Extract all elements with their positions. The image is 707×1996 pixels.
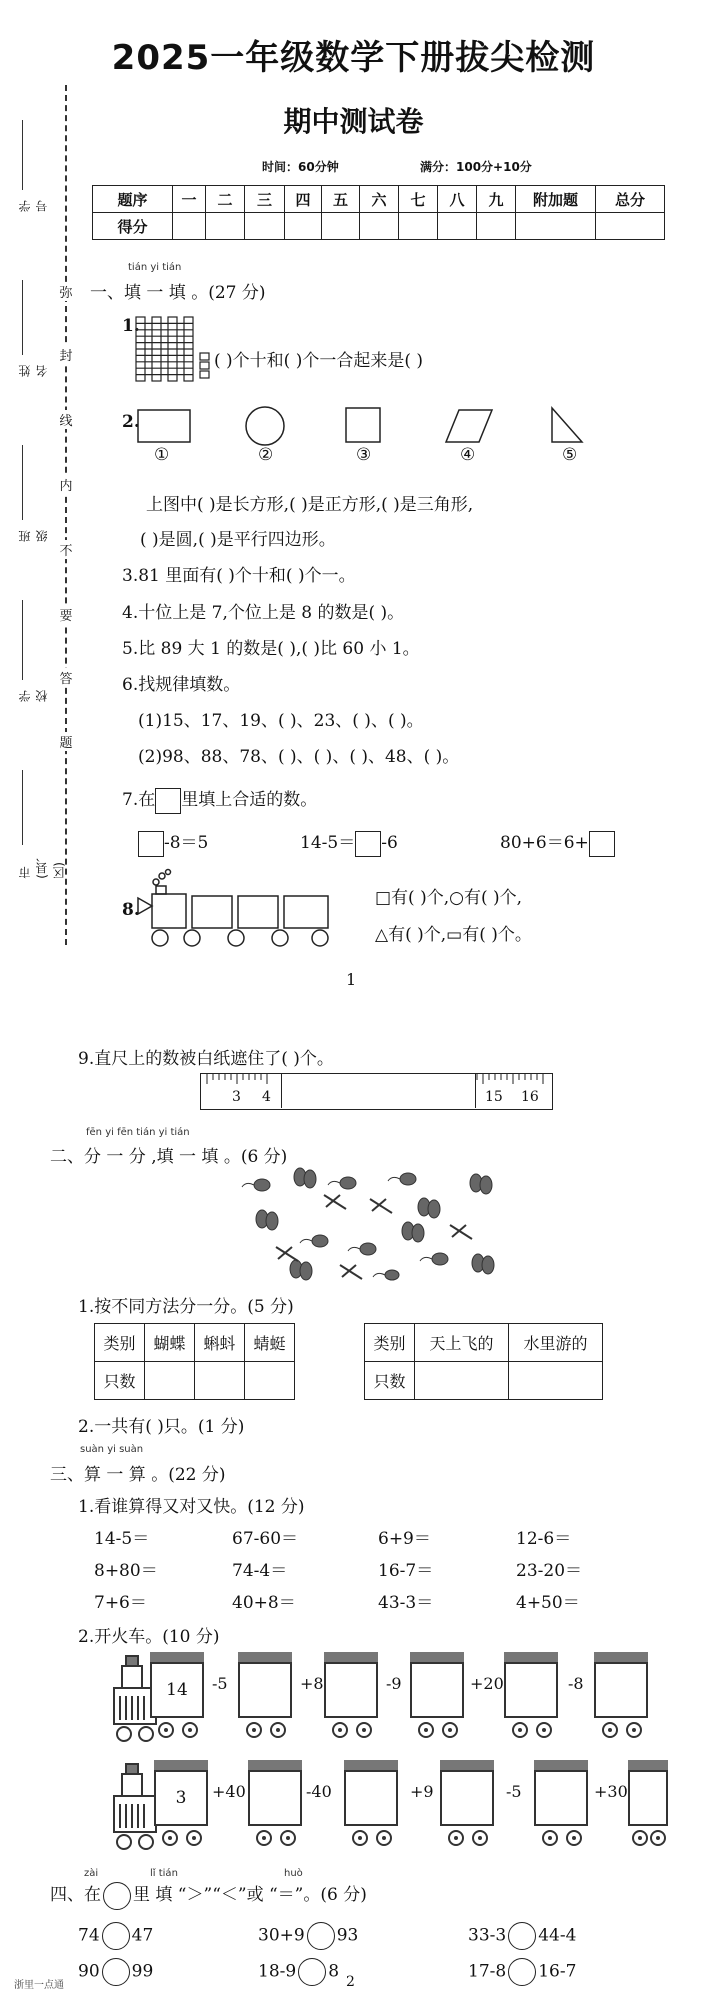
butterfly-icon — [418, 1198, 440, 1218]
seal-char: 答 — [58, 668, 74, 687]
q7-eq2-text-b: -6 — [381, 833, 398, 853]
train-car-start: 14 — [150, 1662, 204, 1718]
answer-cell[interactable] — [145, 1362, 195, 1400]
binding-label: 班级 — [18, 530, 49, 542]
calc-item: 23-20＝ — [516, 1561, 583, 1581]
train-car-answer[interactable] — [238, 1662, 292, 1718]
wheel — [632, 1830, 648, 1846]
q2-text-a: 上图中( )是长方形,( )是正方形,( )是三角形, — [146, 495, 474, 515]
compare-left: 18-9 — [258, 1961, 297, 1982]
wheel — [448, 1830, 464, 1846]
table-cell: 蝴蝶 — [145, 1324, 195, 1362]
car-roof — [238, 1652, 292, 1662]
footer-brand: 浙里一点通 — [14, 1980, 64, 1991]
table-cell: 七 — [399, 186, 438, 213]
answer-box[interactable] — [589, 831, 615, 857]
seal-char: 内 — [58, 475, 74, 494]
score-cell[interactable] — [173, 213, 206, 240]
train-op: +9 — [410, 1782, 434, 1801]
compare-left: 33-3 — [468, 1925, 507, 1946]
train-car-answer[interactable] — [440, 1770, 494, 1826]
calc-item: 40+8＝ — [232, 1593, 296, 1613]
shape-label: ① — [154, 445, 170, 465]
compare-right: 8 — [328, 1961, 340, 1982]
score-cell[interactable] — [399, 213, 438, 240]
q6a-text: (1)15、17、19、( )、23、( )、( )。 — [138, 711, 424, 731]
table-cell: 八 — [438, 186, 477, 213]
q2-text-b: ( )是圆,( )是平行四边形。 — [140, 530, 336, 550]
shapes-figure — [134, 404, 614, 466]
classify-table-species — [94, 1323, 295, 1400]
table-row — [365, 1324, 603, 1362]
score-table-header-row — [93, 186, 665, 213]
train-car-answer[interactable] — [248, 1770, 302, 1826]
triangle-shape — [138, 898, 152, 914]
car-roof — [440, 1760, 494, 1770]
wheel — [376, 1830, 392, 1846]
compare-circle[interactable] — [298, 1958, 326, 1986]
wheel — [536, 1722, 552, 1738]
section4-title-b: 里 填 “＞”“＜”或 “＝”。(6 分) — [133, 1885, 367, 1905]
shape-train-icon — [134, 868, 334, 948]
butterfly-icon — [256, 1210, 278, 1230]
section3-title: 三、算 一 算 。(22 分) — [50, 1465, 226, 1485]
tadpole-icon — [340, 1177, 356, 1189]
table-cell: 总分 — [596, 186, 665, 213]
butterfly-icon — [294, 1168, 316, 1188]
train-op: -8 — [568, 1674, 584, 1693]
wheel — [158, 1722, 174, 1738]
shape-label: ⑤ — [562, 445, 578, 465]
section3-pinyin: suàn yi suàn — [80, 1444, 144, 1455]
train-car-answer[interactable] — [504, 1662, 558, 1718]
calc-item: 7+6＝ — [94, 1593, 147, 1613]
seal-char: 线 — [58, 410, 74, 429]
s2-q1-text: 1.按不同方法分一分。(5 分) — [78, 1297, 294, 1317]
table-cell: 六 — [360, 186, 399, 213]
train-car-answer[interactable] — [628, 1770, 668, 1826]
compare-right: 99 — [131, 1961, 154, 1982]
compare-right: 93 — [336, 1925, 359, 1946]
calc-item: 14-5＝ — [94, 1529, 150, 1549]
table-cell: 蝌蚪 — [195, 1324, 245, 1362]
compare-right: 16-7 — [538, 1961, 577, 1982]
car-roof — [344, 1760, 398, 1770]
seal-char: 封 — [58, 345, 74, 364]
table-cell: 一 — [173, 186, 206, 213]
train-car-answer[interactable] — [594, 1662, 648, 1718]
answer-cell[interactable] — [415, 1362, 509, 1400]
answer-box[interactable] — [138, 831, 164, 857]
seal-char: 弥 — [58, 282, 74, 301]
q4-text: 4.十位上是 7,个位上是 8 的数是( )。 — [122, 603, 405, 623]
circle-shape — [246, 407, 284, 445]
dragonfly-icon — [370, 1199, 392, 1213]
table-row — [365, 1362, 603, 1400]
car-roof — [628, 1760, 668, 1770]
fill-line — [22, 120, 23, 190]
dragonfly-icon — [450, 1225, 472, 1239]
butterfly-icon — [402, 1222, 424, 1242]
table-row — [95, 1362, 295, 1400]
q8-line2: △有( )个,▭有( )个。 — [375, 925, 532, 945]
wheel — [566, 1830, 582, 1846]
calc-item: 74-4＝ — [232, 1561, 288, 1581]
train-car-start: 3 — [154, 1770, 208, 1826]
q5-text: 5.比 89 大 1 的数是( ),( )比 60 小 1。 — [122, 639, 420, 659]
q7-post: 里填上合适的数。 — [181, 790, 318, 810]
square-shape — [346, 408, 380, 442]
ruler-tick-label: 16 — [521, 1089, 539, 1105]
exam-subtitle: 期中测试卷 — [283, 105, 424, 138]
locomotive-icon — [110, 1760, 160, 1852]
tadpole-icon — [254, 1179, 270, 1191]
wheel — [472, 1830, 488, 1846]
dragonfly-icon — [340, 1265, 362, 1279]
car-roof — [534, 1760, 588, 1770]
compare-item — [468, 1958, 576, 1986]
calc-item: 6+9＝ — [378, 1529, 431, 1549]
q9-text: 9.直尺上的数被白纸遮住了( )个。 — [78, 1049, 334, 1069]
train-car-answer[interactable] — [534, 1770, 588, 1826]
table-cell: 四 — [285, 186, 322, 213]
score-cell[interactable] — [285, 213, 322, 240]
compare-circle-icon — [103, 1882, 131, 1910]
table-cell: 附加题 — [516, 186, 596, 213]
calc-item: 12-6＝ — [516, 1529, 572, 1549]
s3-q2-text: 2.开火车。(10 分) — [78, 1627, 220, 1647]
wheel — [246, 1722, 262, 1738]
fill-line — [22, 600, 23, 680]
table-row — [95, 1324, 295, 1362]
shape-label: ③ — [356, 445, 372, 465]
answer-cell[interactable] — [195, 1362, 245, 1400]
compare-circle[interactable] — [102, 1922, 130, 1950]
calc-item: 4+50＝ — [516, 1593, 580, 1613]
compare-circle[interactable] — [102, 1958, 130, 1986]
triangle-shape — [552, 408, 582, 442]
time-limit: 时间：60分钟 — [262, 160, 339, 174]
tadpole-icon — [312, 1235, 328, 1247]
q8-number: 8. — [122, 900, 140, 920]
train-car-answer[interactable] — [410, 1662, 464, 1718]
table-cell: 类别 — [95, 1324, 145, 1362]
seal-char: 题 — [58, 732, 74, 751]
wheel — [352, 1830, 368, 1846]
binding-dashed-line — [65, 85, 67, 945]
compare-circle[interactable] — [307, 1922, 335, 1950]
q6-text: 6.找规律填数。 — [122, 675, 241, 695]
section1-title: 一、填 一 填 。(27 分) — [90, 283, 266, 303]
table-cell: 得分 — [93, 213, 173, 240]
train-op: -5 — [212, 1674, 228, 1693]
compare-right: 47 — [131, 1925, 154, 1946]
compare-right: 44-4 — [538, 1925, 577, 1946]
section4-title-a: 四、在 — [50, 1885, 101, 1905]
rectangle-shape — [138, 410, 190, 442]
butterfly-icon — [472, 1254, 494, 1274]
classify-table-habitat — [364, 1323, 603, 1400]
wheel — [442, 1722, 458, 1738]
car-roof — [150, 1652, 204, 1662]
train-op: +30 — [594, 1782, 628, 1801]
q7-eq1-text: -8＝5 — [164, 833, 209, 853]
train-1 — [110, 1652, 670, 1748]
wheel — [602, 1722, 618, 1738]
calc-item: 8+80＝ — [94, 1561, 158, 1581]
car-roof — [410, 1652, 464, 1662]
fill-line — [22, 280, 23, 355]
q1-number: 1. — [122, 316, 140, 336]
q8-line1: □有( )个,○有( )个, — [375, 888, 523, 908]
page-number: 1 — [346, 970, 357, 989]
wheel — [162, 1830, 178, 1846]
table-cell: 类别 — [365, 1324, 415, 1362]
dragonfly-icon — [324, 1195, 346, 1209]
compare-left: 30+9 — [258, 1925, 305, 1946]
train-op: +40 — [212, 1782, 246, 1801]
train-op: -40 — [306, 1782, 332, 1801]
binding-label: 学校 — [18, 690, 49, 702]
table-cell: 天上飞的 — [415, 1324, 509, 1362]
compare-left: 74 — [78, 1925, 100, 1946]
binding-label: 学号 — [18, 200, 49, 212]
seal-char: 要 — [58, 605, 74, 624]
seal-char: 不 — [58, 540, 74, 559]
compare-item — [258, 1958, 339, 1986]
score-cell[interactable] — [206, 213, 245, 240]
section4-pinyin-a: zài — [84, 1868, 99, 1879]
answer-box[interactable] — [155, 788, 181, 814]
full-score: 满分：100分+10分 — [420, 160, 532, 174]
q7-eq1 — [138, 828, 208, 857]
compare-left: 17-8 — [468, 1961, 507, 1982]
exam-title: 2025一年级数学下册拔尖检测 — [111, 38, 596, 78]
section1-pinyin: tián yi tián — [128, 262, 182, 273]
score-cell[interactable] — [516, 213, 596, 240]
tadpole-icon — [400, 1173, 416, 1185]
train-2 — [110, 1760, 670, 1856]
wheel — [626, 1722, 642, 1738]
wheel — [356, 1722, 372, 1738]
wheel — [186, 1830, 202, 1846]
binding-label: 市(县、区) — [18, 850, 66, 879]
score-cell[interactable] — [360, 213, 399, 240]
s2-q2-text: 2.一共有( )只。(1 分) — [78, 1417, 245, 1437]
tadpole-icon — [385, 1270, 399, 1280]
calc-item: 16-7＝ — [378, 1561, 434, 1581]
train-op: +20 — [470, 1674, 504, 1693]
section4-pinyin-b: lǐ tián — [150, 1868, 178, 1879]
train-op: +8 — [300, 1674, 324, 1693]
tens-rods-icon — [134, 313, 214, 385]
score-cell[interactable] — [477, 213, 516, 240]
q7-pre: 7.在 — [122, 790, 156, 810]
section2-pinyin: fēn yi fēn tián yi tián — [86, 1127, 190, 1138]
train-car-answer[interactable] — [344, 1770, 398, 1826]
wheel — [182, 1722, 198, 1738]
tadpole-icon — [360, 1243, 376, 1255]
wheel — [542, 1830, 558, 1846]
fill-line — [22, 770, 23, 845]
car-roof — [504, 1652, 558, 1662]
answer-cell[interactable] — [245, 1362, 295, 1400]
table-cell: 二 — [206, 186, 245, 213]
wheel — [332, 1722, 348, 1738]
score-cell[interactable] — [322, 213, 360, 240]
answer-cell[interactable] — [509, 1362, 603, 1400]
shape-label: ② — [258, 445, 274, 465]
q7-line — [122, 785, 317, 814]
wheel — [256, 1830, 272, 1846]
calc-item: 43-3＝ — [378, 1593, 434, 1613]
car-roof — [154, 1760, 208, 1770]
table-cell: 题序 — [93, 186, 173, 213]
train-car-answer[interactable] — [324, 1662, 378, 1718]
page-number: 2 — [346, 1974, 355, 1990]
dragonfly-icon — [276, 1247, 298, 1261]
car-roof — [324, 1652, 378, 1662]
butterfly-icon — [470, 1174, 492, 1194]
car-roof — [594, 1652, 648, 1662]
train-op: -9 — [386, 1674, 402, 1693]
butterfly-icon — [290, 1260, 312, 1280]
wheel — [418, 1722, 434, 1738]
wheel — [270, 1722, 286, 1738]
animals-figure — [240, 1165, 500, 1285]
compare-item — [258, 1922, 358, 1950]
ruler-tick-label: 15 — [485, 1089, 503, 1105]
compare-item — [468, 1922, 576, 1950]
ruler-tick-label: 4 — [262, 1089, 271, 1105]
table-cell: 只数 — [95, 1362, 145, 1400]
wheel — [512, 1722, 528, 1738]
table-cell: 只数 — [365, 1362, 415, 1400]
car-roof — [248, 1760, 302, 1770]
table-cell: 蜻蜓 — [245, 1324, 295, 1362]
answer-box[interactable] — [355, 831, 381, 857]
table-cell: 三 — [245, 186, 285, 213]
s3-q1-text: 1.看谁算得又对又快。(12 分) — [78, 1497, 305, 1517]
score-cell[interactable] — [245, 213, 285, 240]
train-op: -5 — [506, 1782, 522, 1801]
wheel — [650, 1830, 666, 1846]
q7-eq3-text: 80+6＝6+ — [500, 833, 589, 853]
score-table — [92, 185, 665, 240]
q3-text: 3.81 里面有( )个十和( )个一。 — [122, 566, 356, 586]
parallelogram-shape — [446, 410, 492, 442]
wheel — [280, 1830, 296, 1846]
score-table-score-row — [93, 213, 665, 240]
binding-label: 姓名 — [18, 365, 49, 377]
section4-pinyin-c: huò — [284, 1868, 303, 1879]
section4-title — [50, 1880, 367, 1910]
paper-cover — [281, 1074, 476, 1108]
score-cell[interactable] — [596, 213, 665, 240]
calc-item: 67-60＝ — [232, 1529, 299, 1549]
q1-text: ( )个十和( )个一合起来是( ) — [214, 351, 424, 371]
score-cell[interactable] — [438, 213, 477, 240]
q7-eq2-text-a: 14-5＝ — [300, 833, 356, 853]
fill-line — [22, 445, 23, 520]
q6b-text: (2)98、88、78、( )、( )、( )、48、( )。 — [138, 747, 460, 767]
ruler-tick-label: 3 — [232, 1089, 241, 1105]
compare-circle[interactable] — [508, 1922, 536, 1950]
compare-item — [78, 1922, 153, 1950]
q7-eq3 — [500, 828, 615, 857]
q2-number: 2. — [122, 412, 140, 432]
table-cell: 五 — [322, 186, 360, 213]
table-cell: 水里游的 — [509, 1324, 603, 1362]
compare-item — [78, 1958, 153, 1986]
tadpole-icon — [432, 1253, 448, 1265]
section2-title: 二、分 一 分 ,填 一 填 。(6 分) — [50, 1147, 288, 1167]
shape-label: ④ — [460, 445, 476, 465]
ruler — [200, 1073, 553, 1110]
compare-left: 90 — [78, 1961, 100, 1982]
table-cell: 九 — [477, 186, 516, 213]
q7-eq2 — [300, 828, 398, 857]
compare-circle[interactable] — [508, 1958, 536, 1986]
